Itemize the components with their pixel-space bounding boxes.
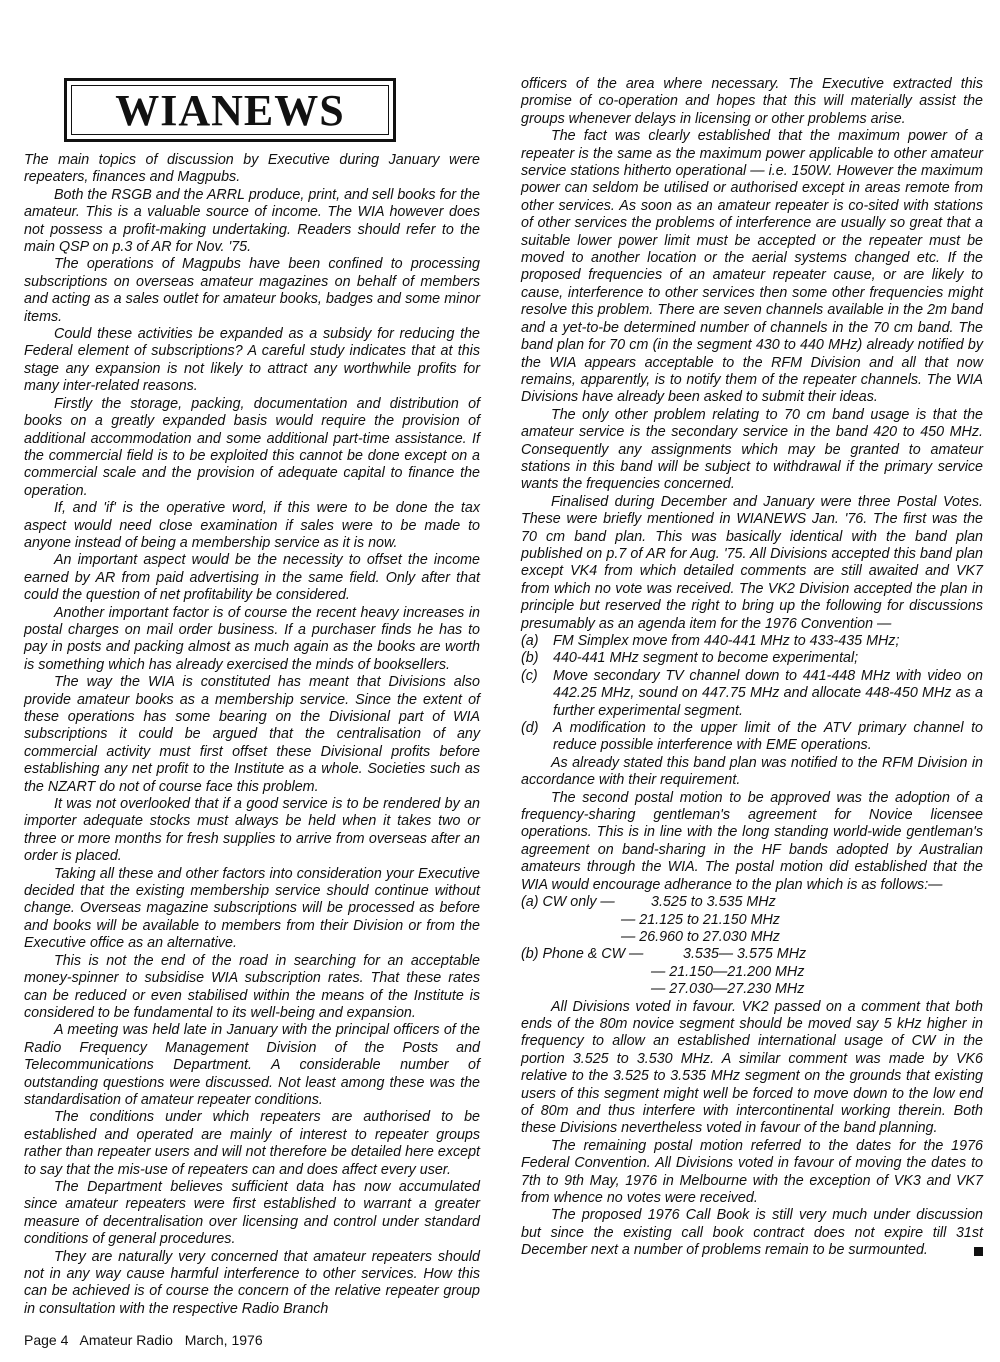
list-item xyxy=(521,633,983,650)
paragraph: The main topics of discussion by Executive during January were repeaters, finances and Magpubs. xyxy=(24,152,480,186)
frequency-table-b xyxy=(521,946,983,998)
page-footer xyxy=(24,1332,271,1348)
list-item-text: A modification to the upper limit of the ATV primary channel to reduce possible interference with EME operations. xyxy=(553,720,983,754)
paragraph: They are naturally very concerned that amateur repeaters should not in any way cause harmful interference to other services. How this can be achieved is of course the concern of the relative repeater group in consultation with the respective Radio Branch xyxy=(24,1248,480,1317)
paragraph: The Department believes sufficient data has now accumulated since amateur repeaters were first established to warrant a greater measure of decentralisation over licensing and control under standard conditions of general procedures. xyxy=(24,1178,480,1248)
paragraph-last xyxy=(521,1207,983,1259)
list-item xyxy=(521,650,983,667)
frequency-value: 3.535— 3.575 MHz xyxy=(683,946,807,963)
paragraph: The conditions under which repeaters are authorised to be established and operated are mainly of interest to repeater groups rather than repeater users and will not therefore be detailed here except to say that the mis-use of repeaters can and does affect every user. xyxy=(24,1109,480,1178)
paragraph: officers of the area where necessary. The Executive extracted this promise of co-operation and hopes that this will materially assist the groups whenever delays in licensing or other problems arise. xyxy=(521,76,983,127)
frequency-label: (a) CW only — xyxy=(521,894,615,911)
frequency-label: (b) Phone & CW — xyxy=(521,946,644,963)
frequency-row xyxy=(521,929,983,946)
list-item-label: (c) xyxy=(521,667,538,684)
frequency-spacer xyxy=(521,964,651,981)
paragraph: Could these activities be expanded as a subsidy for reducing the Federal element of subscriptions? A careful study indicates that at this stage any expansion is not likely to attract any worthwhile profits for many inter-related reasons. xyxy=(24,326,480,395)
paragraph-text: The proposed 1976 Call Book is still very much under discussion but since the existing call book contract does not expire till 31st December next a number of problems remain to be surmounted. xyxy=(521,1207,983,1259)
frequency-row xyxy=(521,912,983,929)
paragraph: Both the RSGB and the ARRL produce, print, and sell books for the amateur. This is a valuable source of income. The WIA however does not possess a profit-making undertaking. Readers should refer to the main QSP on p.3 of AR for Nov. '75. xyxy=(24,186,480,256)
left-column xyxy=(24,152,480,1318)
frequency-value: 3.525 to 3.535 MHz xyxy=(651,894,776,911)
list-item-text: FM Simplex move from 440-441 MHz to 433-435 MHz; xyxy=(553,633,900,649)
list-item-text: Move secondary TV channel down to 441-448 MHz with video on 442.25 MHz, sound on 447.75 MHz and allocate 448-450 MHz as a further experimental segment. xyxy=(553,667,983,719)
paragraph: The fact was clearly established that the maximum power of a repeater is the same as the maximum power applicable to other amateur service stations hitherto operational — i.e. 150W. However the maximum power can seldom be utilised or authorised except in areas remote from other services. As soon as an amateur repeater is co-sited with stations of other services the problems of interference are usually so great that a suitable lower power limit must be accepted or the repeater must be moved to another location or the aerial systems changed etc. If the proposed frequencies of an amateur repeater cause, or are likely to cause, interference to other services then some other frequencies might resolve this problem. There are seven channels available in the 2m band and a yet-to-be determined number of channels in the 70 cm band. The band plan for 70 cm (in the segment 430 to 440 MHz) already notified by the WIA appears acceptable to the RFM Division and all that now remains, apparently, is to notify them of the repeater channels. The WIA Divisions have already been asked to submit their ideas. xyxy=(521,128,983,406)
paragraph: As already stated this band plan was notified to the RFM Division in accordance with their requirement. xyxy=(521,754,983,789)
paragraph: A meeting was held late in January with the principal officers of the Radio Frequency Management Division of the Posts and Telecommunications Department. A considerable number of outstanding questions were discussed. Not least among these was the standardisation of amateur repeater conditions. xyxy=(24,1022,480,1108)
list-item-text: 440-441 MHz segment to become experimental; xyxy=(553,650,859,667)
paragraph: Taking all these and other factors into consideration your Executive decided that the existing membership service should continue without change. Overseas magazine subscriptions will be processed as before and books will be available to members from their Division or from the Executive office as an alternative. xyxy=(24,865,480,952)
paragraph: Firstly the storage, packing, documentation and distribution of books on a greatly expanded basis would require the provision of additional accommodation and some additional part-time assistance. If the commercial field is to be exploited this cannot be done except on a commercial scale and the provision of adequate capital to finance the operation. xyxy=(24,395,480,499)
paragraph: Finalised during December and January were three Postal Votes. These were briefly mentioned in WIANEWS Jan. '76. The first was the 70 cm band plan. This was basically identical with the band plan published on p.7 of AR for Aug. '75. All Divisions accepted this band plan except VK4 from which detailed comments are still awaited and VK7 from which no vote was received. The VK2 Division accepted the plan in principle but reserved the right to bring up the following for discussions presumably as an agenda item for the 1976 Convention — xyxy=(521,493,983,632)
frequency-row xyxy=(521,894,983,911)
frequency-spacer xyxy=(521,981,651,998)
paragraph: The second postal motion to be approved was the adoption of a frequency-sharing gentleman's agreement for Novice licensee operations. This is in line with the long standing world-wide gentleman's agreement on band-sharing in the HF bands adopted by Australian amateurs through the WIA. The postal motion did established that the WIA would encourage adherance to the plan which is as follows:— xyxy=(521,789,983,893)
issue-date: March, 1976 xyxy=(184,1332,263,1348)
magazine-name: Amateur Radio xyxy=(79,1332,173,1348)
paragraph: The way the WIA is constituted has meant that Divisions also provide amateur books as a membership service. Since the extent of these operations has some bearing on the Divisional part of WIA subscriptions it could be argued that the centralisation of any commercial activity must first offset these Divisional profits before establishing any net profit to the Institute as a whole. Societies such as the NZART do not of course face this problem. xyxy=(24,674,480,795)
frequency-row xyxy=(521,946,983,963)
frequency-value: — 21.125 to 21.150 MHz xyxy=(621,911,780,928)
frequency-value: — 26.960 to 27.030 MHz xyxy=(621,928,780,945)
masthead-box xyxy=(64,78,396,142)
list-item xyxy=(521,668,983,720)
paragraph: This is not the end of the road in searching for an acceptable money-spinner to subsidise WIA subscription rates. That these rates can be reduced or even stabilised within the means of the Institute is considered to be fundamental to its well-being and expansion. xyxy=(24,952,480,1021)
frequency-value: — 27.030—27.230 MHz xyxy=(651,981,805,998)
list-item-label: (b) xyxy=(521,650,539,667)
frequency-row xyxy=(521,964,983,981)
page-number: Page 4 xyxy=(24,1332,69,1348)
frequency-table-a xyxy=(521,894,983,946)
paragraph: The remaining postal motion referred to the dates for the 1976 Federal Convention. All Divisions voted in favour of moving the dates to 7th to 9th May, 1976 in Melbourne with the exception of VK3 and VK7 from whence no votes were received. xyxy=(521,1137,983,1206)
list-item-label: (a) xyxy=(521,633,539,649)
paragraph: It was not overlooked that if a good service is to be rendered by an importer adequate stocks must always be held when it takes two or three or more months for fresh supplies to arrive from overseas after an order is placed. xyxy=(24,796,480,865)
masthead-title: WIANEWS xyxy=(115,86,345,135)
list-item xyxy=(521,720,983,755)
list-item-label: (d) xyxy=(521,720,539,737)
paragraph: An important aspect would be the necessity to offset the income earned by AR from paid advertising in the same field. Only after that could the question of net profitability be considered. xyxy=(24,552,480,604)
paragraph: The only other problem relating to 70 cm band usage is that the amateur service is the secondary service in the band 420 to 450 MHz. Consequently any assignments which may be granted to amateur stations in this band will be subject to withdrawal if the primary service wants the frequencies concerned. xyxy=(521,406,983,493)
paragraph: All Divisions voted in favour. VK2 passed on a comment that both ends of the 80m novice segment should be moved say 5 kHz higher in frequency to allow an established international usage of CW in the portion 3.525 to 3.530 MHz. A similar comment was made by VK6 relative to the 3.525 to 3.535 MHz segment on the grounds that existing users of this segment might well be forced to move down to the low end of 80m and thus interfere with intercontinental working therein. Both these Divisions nevertheless voted in favour of the band planning. xyxy=(521,998,983,1137)
paragraph: Another important factor is of course the recent heavy increases in postal charges on mail order business. If a purchaser finds he has to pay in posts and packing almost as much again as the books are worth is something which has already exercised the minds of booksellers. xyxy=(24,604,480,673)
paragraph: The operations of Magpubs have been confined to processing subscriptions on overseas amateur magazines on behalf of members and acting as a sales outlet for amateur books, badges and some minor items. xyxy=(24,256,480,325)
paragraph: If, and 'if' is the operative word, if this were to be done the tax aspect would need close examination if sales were to be made to anyone instead of being a membership service as it is now. xyxy=(24,500,480,551)
end-of-article-square-icon xyxy=(974,1247,983,1256)
frequency-value: — 21.150—21.200 MHz xyxy=(651,963,805,980)
right-column xyxy=(521,76,983,1260)
frequency-row xyxy=(521,981,983,998)
